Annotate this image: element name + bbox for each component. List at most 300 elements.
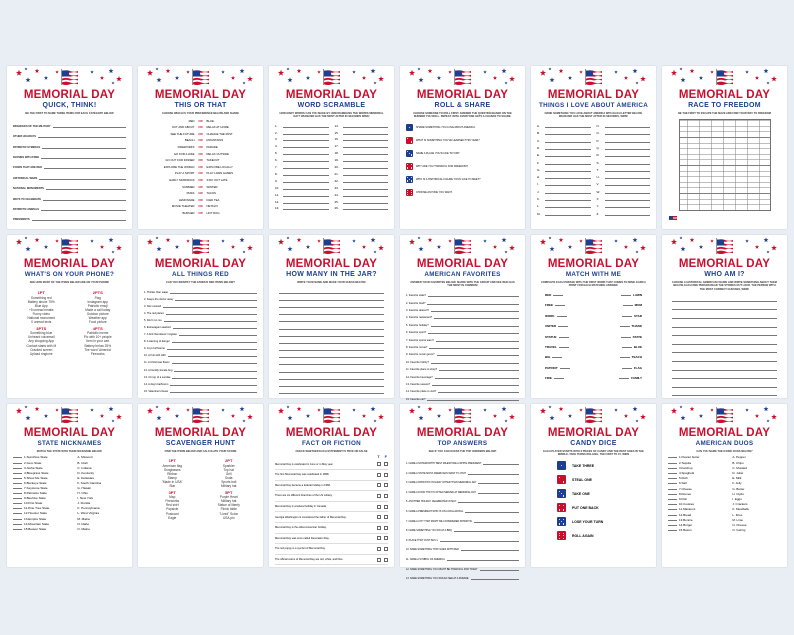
choice-left: SUMMER xyxy=(182,184,195,189)
false-checkbox[interactable] xyxy=(384,462,388,466)
write-line xyxy=(279,373,384,380)
answer-line xyxy=(172,375,257,379)
choice-right: BLUE xyxy=(206,118,214,123)
star-icon xyxy=(764,406,769,411)
row-number: D. xyxy=(537,146,540,150)
worksheet-card-top-answers[interactable] xyxy=(400,404,525,581)
stars-flag-header xyxy=(144,66,257,88)
option-text: F. South Carolina xyxy=(77,480,102,485)
choice-right: CHANGE THE PAST xyxy=(206,131,233,136)
stars-flag-header xyxy=(275,404,388,426)
answer-line xyxy=(545,204,591,208)
die-icon xyxy=(406,163,413,170)
choice-left: PIZZA xyxy=(186,191,195,196)
choice-row xyxy=(144,124,257,131)
option-text: I. Eggs xyxy=(732,497,742,502)
true-checkbox[interactable] xyxy=(377,473,381,477)
answer-row xyxy=(537,128,591,135)
star-icon xyxy=(755,414,759,418)
star-icon xyxy=(111,81,114,84)
star-icon xyxy=(278,408,284,414)
answer-line xyxy=(545,175,591,179)
star-icon xyxy=(559,69,564,73)
right-column xyxy=(77,455,126,531)
answer-row xyxy=(275,183,329,190)
star-icon xyxy=(306,245,310,249)
false-checkbox[interactable] xyxy=(384,536,388,540)
choice-right: ICED TEA xyxy=(206,197,220,202)
worksheet-card-phone[interactable] xyxy=(7,235,132,398)
category-row xyxy=(13,138,126,148)
stars-flag-header xyxy=(13,66,126,88)
question-row xyxy=(406,334,519,341)
false-checkbox[interactable] xyxy=(384,505,388,509)
match-word: FREE xyxy=(545,303,554,308)
stars-flag-header xyxy=(13,404,126,426)
pair-text: 12.Bread xyxy=(679,512,692,517)
false-checkbox[interactable] xyxy=(384,526,388,530)
star-icon xyxy=(55,239,58,242)
row-number: 9. xyxy=(275,178,278,183)
star-icon xyxy=(26,246,31,251)
row-number: K. xyxy=(537,197,540,202)
answer-line xyxy=(427,397,519,401)
category-row xyxy=(13,117,126,127)
star-icon xyxy=(437,76,441,80)
match-row xyxy=(537,363,650,373)
star-icon xyxy=(681,77,686,82)
question-row xyxy=(144,322,257,329)
stars-flag-header xyxy=(275,235,388,257)
question-row xyxy=(406,393,519,400)
true-checkbox[interactable] xyxy=(377,483,381,487)
card-instructions: WRITE YOUR NAME AND MAKE YOUR GUESS BELOW! xyxy=(297,281,366,284)
choice-left: PLAY A SPORT xyxy=(174,171,195,176)
choice-row xyxy=(144,131,257,138)
write-line xyxy=(672,293,777,302)
row-number: W. xyxy=(596,189,600,194)
answer-line xyxy=(668,473,677,474)
star-icon xyxy=(493,414,497,418)
hunt-item: "Made in USA" xyxy=(161,479,183,484)
pair-item xyxy=(668,528,726,533)
stars-decoration xyxy=(406,235,519,257)
points-group xyxy=(144,488,201,520)
star-icon xyxy=(766,419,769,422)
answer-line xyxy=(283,186,329,190)
hunt-item: Something blue xyxy=(30,331,53,336)
hunt-item: American flag xyxy=(162,463,182,468)
question-text: 5. Favorite holiday? xyxy=(406,323,429,327)
star-icon xyxy=(297,238,302,242)
points-label: 3PTS xyxy=(36,326,47,332)
hunt-item: Battery below 25% xyxy=(84,343,112,348)
category-label: PATRIOTIC SYMBOLS xyxy=(13,145,41,149)
top-answer-row xyxy=(406,513,519,523)
hunt-item: Contact starts with M xyxy=(26,343,57,348)
card-body xyxy=(144,286,257,392)
statement-text: The official colors of Memorial Day are red, white, and blue. xyxy=(275,558,344,562)
worksheet-card-nicknames[interactable] xyxy=(7,404,132,567)
row-number: 8. xyxy=(275,171,278,176)
worksheet-card-quick-think[interactable] xyxy=(7,66,132,229)
or-label: OR xyxy=(198,138,203,143)
option-text: K. Pennsylvania xyxy=(77,506,100,511)
worksheet-card-scavenger[interactable] xyxy=(138,404,263,567)
star-icon xyxy=(109,237,114,242)
match-row xyxy=(537,373,650,383)
statement-row xyxy=(275,470,388,481)
hunt-item: The word 'America' xyxy=(84,347,112,352)
roll-row xyxy=(406,134,519,147)
star-icon xyxy=(247,76,253,81)
pair-text: 8.Palmetto State xyxy=(24,491,47,496)
worksheet-card-this-or-that[interactable] xyxy=(138,66,263,229)
match-word: FAMILY xyxy=(631,376,642,381)
category-label: HISTORICAL WARS xyxy=(13,176,38,180)
answer-line xyxy=(478,490,519,494)
card-title: MEMORIAL DAY xyxy=(154,427,247,439)
row-number: 4. xyxy=(275,144,278,149)
card-subtitle: THINGS I LOVE ABOUT AMERICA xyxy=(538,102,649,109)
row-number: 23. xyxy=(334,185,339,190)
hunt-item: Pic with 10+ people xyxy=(83,335,112,340)
card-title: MEMORIAL DAY xyxy=(678,89,771,101)
answer-row xyxy=(335,135,389,142)
row-number: 13. xyxy=(275,206,280,211)
answer-line xyxy=(172,339,257,343)
true-checkbox[interactable] xyxy=(377,558,381,562)
star-icon xyxy=(624,414,628,418)
stars-decoration xyxy=(13,235,126,257)
answer-row xyxy=(335,155,389,162)
star-icon xyxy=(35,238,40,242)
dice-action: TAKE THREE xyxy=(572,463,595,468)
star-icon xyxy=(755,76,759,80)
die-icon xyxy=(557,489,566,498)
hunt-item: Flag xyxy=(94,295,101,300)
question-row xyxy=(144,386,257,393)
category-row xyxy=(13,159,126,169)
points-group xyxy=(70,288,127,324)
star-icon xyxy=(428,407,433,411)
choice-row xyxy=(144,137,257,144)
hunt-item: Ribbon xyxy=(167,471,178,476)
false-checkbox[interactable] xyxy=(384,494,388,498)
choice-left: BEACH xyxy=(184,138,195,143)
answer-line xyxy=(668,478,677,479)
choice-left: SEE THE FUTURE xyxy=(170,131,195,136)
star-icon xyxy=(483,239,486,242)
answer-line xyxy=(13,457,22,458)
answer-line xyxy=(435,375,519,379)
question-text: 3. NAME A PATRIOTIC HOLIDAY OTHER THAN MEMORIAL DAY xyxy=(406,481,477,485)
card-instructions: COMPLETE EACH PHRASE WITH THE FIRST WORD THAT COMES TO MIND. EARN A POINT FOR EACH MATCHING ANSWER. xyxy=(541,281,646,288)
answer-line xyxy=(431,308,519,312)
question-text: 6. NAME A PRESIDENT WHO IS ON A DOLLAR BILL xyxy=(406,509,464,513)
roll-prompt: SHARE SOMETHING YOU LOVE ABOUT AMERICA. xyxy=(416,125,476,129)
star-icon xyxy=(186,239,189,242)
row-number: P. xyxy=(596,138,599,143)
row-number: M. xyxy=(537,211,541,216)
answer-row xyxy=(275,155,329,162)
star-icon xyxy=(116,76,122,81)
option-text: L. Fries xyxy=(732,512,743,517)
star-icon xyxy=(155,405,158,408)
false-checkbox[interactable] xyxy=(384,483,388,487)
question-row xyxy=(144,308,257,315)
maze-puzzle xyxy=(679,119,771,211)
choice-right: TACOS xyxy=(206,191,216,196)
card-instructions: BE THE FIRST TO NAME THREE ITEMS FOR EACH CATEGORY BELOW xyxy=(25,112,114,115)
pair-text: 8.Romeo xyxy=(679,491,692,496)
star-icon xyxy=(286,405,289,408)
star-icon xyxy=(240,68,245,73)
star-icon xyxy=(710,70,713,73)
true-label: T xyxy=(377,455,380,460)
choice-right: MOUNTAINS xyxy=(206,138,224,143)
answer-line xyxy=(13,519,22,520)
star-icon xyxy=(568,76,572,80)
answer-line xyxy=(621,337,631,338)
answer-row xyxy=(537,135,591,142)
false-checkbox[interactable] xyxy=(384,558,388,562)
answer-line xyxy=(483,461,519,465)
choice-left: LEMONADE xyxy=(178,197,195,202)
star-icon xyxy=(221,239,224,242)
card-instructions: CHECK WHETHER EACH STATEMENT IS TRUE OR FALSE xyxy=(295,450,368,453)
star-icon xyxy=(493,76,497,80)
question-row xyxy=(406,379,519,386)
answer-line xyxy=(605,190,651,194)
die-icon xyxy=(557,517,566,526)
star-icon xyxy=(502,68,507,73)
star-icon xyxy=(679,236,682,239)
pair-text: 4.Bluegrass State xyxy=(24,470,49,475)
false-checkbox[interactable] xyxy=(384,473,388,477)
true-checkbox[interactable] xyxy=(377,547,381,551)
answer-line xyxy=(13,463,22,464)
answer-line xyxy=(13,473,22,474)
answer-line xyxy=(668,525,677,526)
question-text: 2. NAME A STATE MOST AMERICANS WANT TO VISIT xyxy=(406,471,466,475)
write-line xyxy=(672,388,777,397)
card-subtitle: AMERICAN DUOS xyxy=(695,440,754,447)
finish-flag-icon xyxy=(669,216,677,221)
worksheet-card-word-scramble[interactable] xyxy=(269,66,394,229)
card-instructions: CHOOSE WHICH IS YOUR PREFERENCE BELOW AND SHARE xyxy=(162,112,239,115)
answer-line xyxy=(343,144,389,148)
worksheet-card-candy-dice[interactable] xyxy=(531,404,656,567)
row-number: 19. xyxy=(334,158,339,163)
true-checkbox[interactable] xyxy=(377,536,381,540)
answer-line xyxy=(478,480,519,484)
answer-line xyxy=(668,494,677,495)
star-icon xyxy=(428,69,433,73)
column xyxy=(335,121,389,211)
card-body xyxy=(144,456,257,519)
true-checkbox[interactable] xyxy=(377,462,381,466)
worksheet-card-fact-fiction[interactable] xyxy=(269,404,394,567)
roll-prompt: CHOOSE ANYONE YOU WANT. xyxy=(416,190,453,194)
answer-line xyxy=(436,338,519,342)
star-icon xyxy=(755,245,759,249)
worksheet-card-who-am-i[interactable] xyxy=(662,235,787,398)
stars-flag-header xyxy=(144,235,257,257)
column xyxy=(597,121,651,216)
star-icon xyxy=(548,405,551,408)
answer-line xyxy=(166,311,257,315)
write-line xyxy=(672,371,777,380)
answer-row xyxy=(597,172,651,179)
card-title: MEMORIAL DAY xyxy=(154,89,247,101)
pair-text: 6.Salt xyxy=(679,481,687,486)
true-checkbox[interactable] xyxy=(377,515,381,519)
false-checkbox[interactable] xyxy=(384,515,388,519)
card-title: MEMORIAL DAY xyxy=(285,89,378,101)
category-label: WAYS TO CELEBRATE xyxy=(13,197,42,201)
question-text: 8. Favorite movie? xyxy=(406,345,428,349)
write-line xyxy=(279,294,384,301)
stars-decoration xyxy=(144,404,257,426)
answer-line xyxy=(454,528,519,532)
worksheet-card-favorites[interactable] xyxy=(400,235,525,401)
star-icon xyxy=(352,408,355,411)
star-icon xyxy=(745,70,748,73)
die-icon xyxy=(406,137,413,144)
worksheet-card-race-freedom[interactable] xyxy=(662,66,787,229)
hunt-item: +5 unread emails xyxy=(28,307,54,312)
star-icon xyxy=(286,67,289,70)
row-number: B. xyxy=(537,131,540,136)
answer-line xyxy=(474,519,519,523)
write-line xyxy=(279,380,384,387)
worksheet-card-things-red[interactable] xyxy=(138,235,263,398)
hunt-item: Outdoor picture xyxy=(86,311,109,316)
answer-line xyxy=(605,131,651,135)
answer-line xyxy=(167,346,257,350)
hunt-item: Purple Heart xyxy=(219,495,238,500)
question-row xyxy=(144,336,257,343)
star-icon xyxy=(111,250,114,253)
dice-action: ROLL AGAIN xyxy=(572,533,594,538)
question-row xyxy=(144,329,257,336)
star-icon xyxy=(614,239,617,242)
card-title: MEMORIAL DAY xyxy=(23,89,116,101)
star-icon xyxy=(317,70,320,73)
answer-row xyxy=(537,186,591,193)
row-number: Y. xyxy=(596,204,599,209)
option-text: E. Milk xyxy=(732,476,742,481)
worksheet-card-match[interactable] xyxy=(531,235,656,398)
product-grid xyxy=(7,66,787,581)
answer-line xyxy=(343,200,389,204)
match-left xyxy=(545,366,570,370)
row-number: C. xyxy=(537,138,540,143)
hunt-item: 0 unread texts xyxy=(31,320,52,325)
answer-line xyxy=(558,326,568,327)
choice-row xyxy=(144,164,257,171)
option-text: H. Ohio xyxy=(77,491,88,496)
star-icon xyxy=(44,245,48,249)
answer-line xyxy=(13,478,22,479)
american-flag-icon xyxy=(192,238,209,254)
row-number: J. xyxy=(537,189,540,194)
answer-row xyxy=(537,150,591,157)
dice-action: LOSE YOUR TURN xyxy=(572,519,604,524)
choice-row xyxy=(144,170,257,177)
hunt-item: Picnic table xyxy=(220,507,237,512)
star-icon xyxy=(175,245,179,249)
card-title: MEMORIAL DAY xyxy=(154,258,247,270)
answer-line xyxy=(283,165,329,169)
choice-right: WINTER xyxy=(206,184,218,189)
match-word: WORK xyxy=(545,313,555,318)
row-number: 12. xyxy=(275,199,280,204)
true-checkbox[interactable] xyxy=(377,494,381,498)
option-text: O. Maine xyxy=(77,526,90,531)
card-title: MEMORIAL DAY xyxy=(547,258,640,270)
question-text: 1. Favorite state? xyxy=(406,294,427,298)
card-body xyxy=(13,288,126,355)
card-body xyxy=(537,121,650,216)
card-title: MEMORIAL DAY xyxy=(23,427,116,439)
true-checkbox[interactable] xyxy=(377,505,381,509)
category-label: FOODS THAT ARE RED xyxy=(13,166,42,170)
dice-row xyxy=(537,487,650,501)
card-subtitle: AMERICAN FAVORITES xyxy=(424,271,501,278)
card-subtitle: WORD SCRAMBLE xyxy=(297,102,366,109)
star-icon xyxy=(378,414,384,419)
false-checkbox[interactable] xyxy=(384,547,388,551)
answer-line xyxy=(343,158,389,162)
american-flag-icon xyxy=(716,407,733,423)
match-word: THANK xyxy=(631,324,642,329)
hunt-item: Any shopping App xyxy=(28,339,55,344)
star-icon xyxy=(548,236,551,239)
answer-row xyxy=(537,201,591,208)
match-row xyxy=(537,290,650,300)
worksheet-card-roll-share[interactable] xyxy=(400,66,525,229)
answer-line xyxy=(668,515,677,516)
card-instructions: CHOOSE SOMEONE TO ROLL FIRST. ANSWER THE QUESTION BASED ON THE NUMBER YOU ROLL. REPEAT UNTIL EVERYONE GETS A CHANCE TO SHARE. xyxy=(413,112,512,119)
row-number: 16. xyxy=(334,137,339,142)
worksheet-card-duos[interactable] xyxy=(662,404,787,567)
row-number: 17. xyxy=(334,144,339,149)
option-text: M. Maine xyxy=(77,516,91,521)
pair-text: 5.Show Me State xyxy=(24,475,48,480)
true-checkbox[interactable] xyxy=(377,526,381,530)
star-icon xyxy=(24,405,27,408)
card-instructions: CHOOSE A HISTORICAL AMERICAN FIGURE AND WRITE SOMETHING ABOUT THEM BELOW, EACH ONE PERSON READ THE STORIES OUT LOUD. THE PERSON WITH THE MOST CORRECT GUESSES, WINS! xyxy=(672,281,777,291)
question-text: 8. NAME SOMETHING YOU DO AT A BBQ xyxy=(406,529,452,533)
answer-line xyxy=(283,151,329,155)
star-icon xyxy=(624,245,628,249)
answer-line xyxy=(428,293,519,297)
star-icon xyxy=(166,407,171,411)
answer-line xyxy=(283,144,329,148)
match-left xyxy=(545,355,562,359)
option-text: K. Meatballs xyxy=(732,507,749,512)
card-title: MEMORIAL DAY xyxy=(285,258,378,270)
star-icon xyxy=(16,70,22,76)
worksheet-card-jar[interactable] xyxy=(269,235,394,398)
answer-row xyxy=(275,169,329,176)
worksheet-card-love-america[interactable] xyxy=(531,66,656,229)
question-row xyxy=(406,319,519,326)
or-label: OR xyxy=(198,125,203,130)
card-title: MEMORIAL DAY xyxy=(416,258,509,270)
